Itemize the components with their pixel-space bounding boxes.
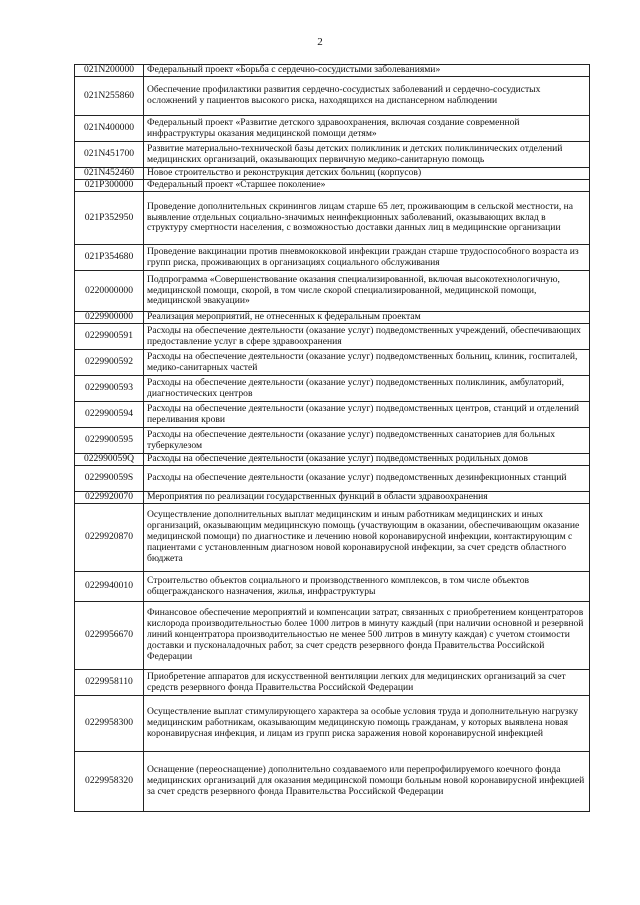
table-row [75,168,590,180]
row-code: 0229958300 [75,696,144,752]
row-description: Обеспечение профилактики развития сердечно-сосудистых заболеваний и сердечно-сосудистых осложнений у пациентов высокого риска, находящихся на диспансерном наблюдении [144,77,590,116]
row-description: Осуществление дополнительных выплат медицинским и иным работникам медицинских и иных организаций, оказывающим медицинскую помощь (участвующим в оказании, обеспечивающим оказание медицинской помощи) по диагностике и лечению новой коронавирусной инфекции, контактирующим с пациентами с установленным диагнозом новой коронавирусной инфекции, за счет средств областного бюджета [144,504,590,572]
table-row [75,454,590,466]
row-code: 021P352950 [75,192,144,245]
row-code: 022990059S [75,466,144,492]
table-row [75,350,590,376]
row-code: 0229900592 [75,350,144,376]
row-description: Оснащение (переоснащение) дополнительно создаваемого или перепрофилируемого коечного фонда медицинских организаций для оказания медицинской помощи больным новой коронавирусной инфекцией за счет средств резервного фонда Правительства Российской Федерации [144,752,590,812]
table-row [75,402,590,428]
row-code: 0229958320 [75,752,144,812]
table-row [75,271,590,312]
row-code: 021P300000 [75,180,144,192]
row-description: Федеральный проект «Развитие детского здравоохранения, включая создание современной инфраструктуры оказания медицинской помощи детям» [144,116,590,142]
row-description: Расходы на обеспечение деятельности (оказание услуг) подведомственных родильных домов [144,454,590,466]
row-code: 022990059Q [75,454,144,466]
table-row [75,376,590,402]
row-description: Подпрограмма «Совершенствование оказания специализированной, включая высокотехнологичную, медицинской помощи, скорой, в том числе скорой специализированной, медицинской помощи, медицинской эвакуации» [144,271,590,312]
table-row [75,504,590,572]
row-code: 021N255860 [75,77,144,116]
row-description: Федеральный проект «Борьба с сердечно-сосудистыми заболеваниями» [144,65,590,77]
table-row [75,492,590,504]
row-code: 0229900595 [75,428,144,454]
row-description: Расходы на обеспечение деятельности (оказание услуг) подведомственных центров, станций и отделений переливания крови [144,402,590,428]
row-description: Проведение дополнительных скринингов лицам старше 65 лет, проживающим в сельской местности, на выявление отдельных социально-значимых неинфекционных заболеваний, оказывающих вклад в структуру смертности населения, с возможностью доставки данных лиц в медицинские организации [144,192,590,245]
row-description: Финансовое обеспечение мероприятий и компенсации затрат, связанных с приобретением концентраторов кислорода производительностью более 1000 литров в минуту каждый (при наличии основной и резервной линий концентратора производительностью не менее 500 литров в минуту каждая) с учетом стоимости доставки и пусконаладочных работ, за счет средств резервного фонда Правительства Российской Федерации [144,602,590,670]
table-row [75,65,590,77]
row-description: Расходы на обеспечение деятельности (оказание услуг) подведомственных дезинфекционных станций [144,466,590,492]
page-number: 2 [317,36,323,48]
table-row [75,572,590,602]
table-row [75,428,590,454]
row-description: Федеральный проект «Старшее поколение» [144,180,590,192]
row-code: 0229956670 [75,602,144,670]
table-row [75,696,590,752]
row-code: 0229920870 [75,504,144,572]
row-description: Строительство объектов социального и производственного комплексов, в том числе объектов общегражданского назначения, жилья, инфраструктуры [144,572,590,602]
table-row [75,180,590,192]
row-description: Проведение вакцинации против пневмококковой инфекции граждан старше трудоспособного возраста из групп риска, проживающих в организациях социального обслуживания [144,245,590,271]
table-row [75,324,590,350]
row-description: Расходы на обеспечение деятельности (оказание услуг) подведомственных санаториев для больных туберкулезом [144,428,590,454]
row-code: 021N451700 [75,142,144,168]
row-description: Расходы на обеспечение деятельности (оказание услуг) подведомственных больниц, клиник, госпиталей, медико-санитарных частей [144,350,590,376]
table-row [75,142,590,168]
row-description: Реализация мероприятий, не отнесенных к федеральным проектам [144,312,590,324]
row-code: 021P354680 [75,245,144,271]
table-row [75,670,590,696]
table-row [75,602,590,670]
budget-classification-table [74,64,590,812]
row-code: 0229900000 [75,312,144,324]
row-description: Приобретение аппаратов для искусственной вентиляции легких для медицинских организаций за счет средств резервного фонда Правительства Российской Федерации [144,670,590,696]
table-row [75,752,590,812]
row-code: 0229900591 [75,324,144,350]
row-description: Расходы на обеспечение деятельности (оказание услуг) подведомственных поликлиник, амбулаторий, диагностических центров [144,376,590,402]
row-code: 0229920070 [75,492,144,504]
table-row [75,116,590,142]
table-row [75,312,590,324]
table-row [75,192,590,245]
row-description: Расходы на обеспечение деятельности (оказание услуг) подведомственных учреждений, обеспечивающих предоставление услуг в сфере здравоохранения [144,324,590,350]
row-description: Мероприятия по реализации государственных функций в области здравоохранения [144,492,590,504]
row-code: 0229958110 [75,670,144,696]
row-description: Развитие материально-технической базы детских поликлиник и детских поликлинических отделений медицинских организаций, оказывающих первичную медико-санитарную помощь [144,142,590,168]
row-code: 021N452460 [75,168,144,180]
table-row [75,245,590,271]
row-code: 021N400000 [75,116,144,142]
row-code: 021N200000 [75,65,144,77]
row-code: 0220000000 [75,271,144,312]
table-row [75,466,590,492]
table-row [75,77,590,116]
row-code: 0229940010 [75,572,144,602]
row-description: Новое строительство и реконструкция детских больниц (корпусов) [144,168,590,180]
row-description: Осуществление выплат стимулирующего характера за особые условия труда и дополнительную нагрузку медицинским работникам, оказывающим медицинскую помощь гражданам, у которых выявлена новая коронавирусная инфекция, и лицам из групп риска заражения новой коронавирусной инфекцией [144,696,590,752]
row-code: 0229900594 [75,402,144,428]
row-code: 0229900593 [75,376,144,402]
